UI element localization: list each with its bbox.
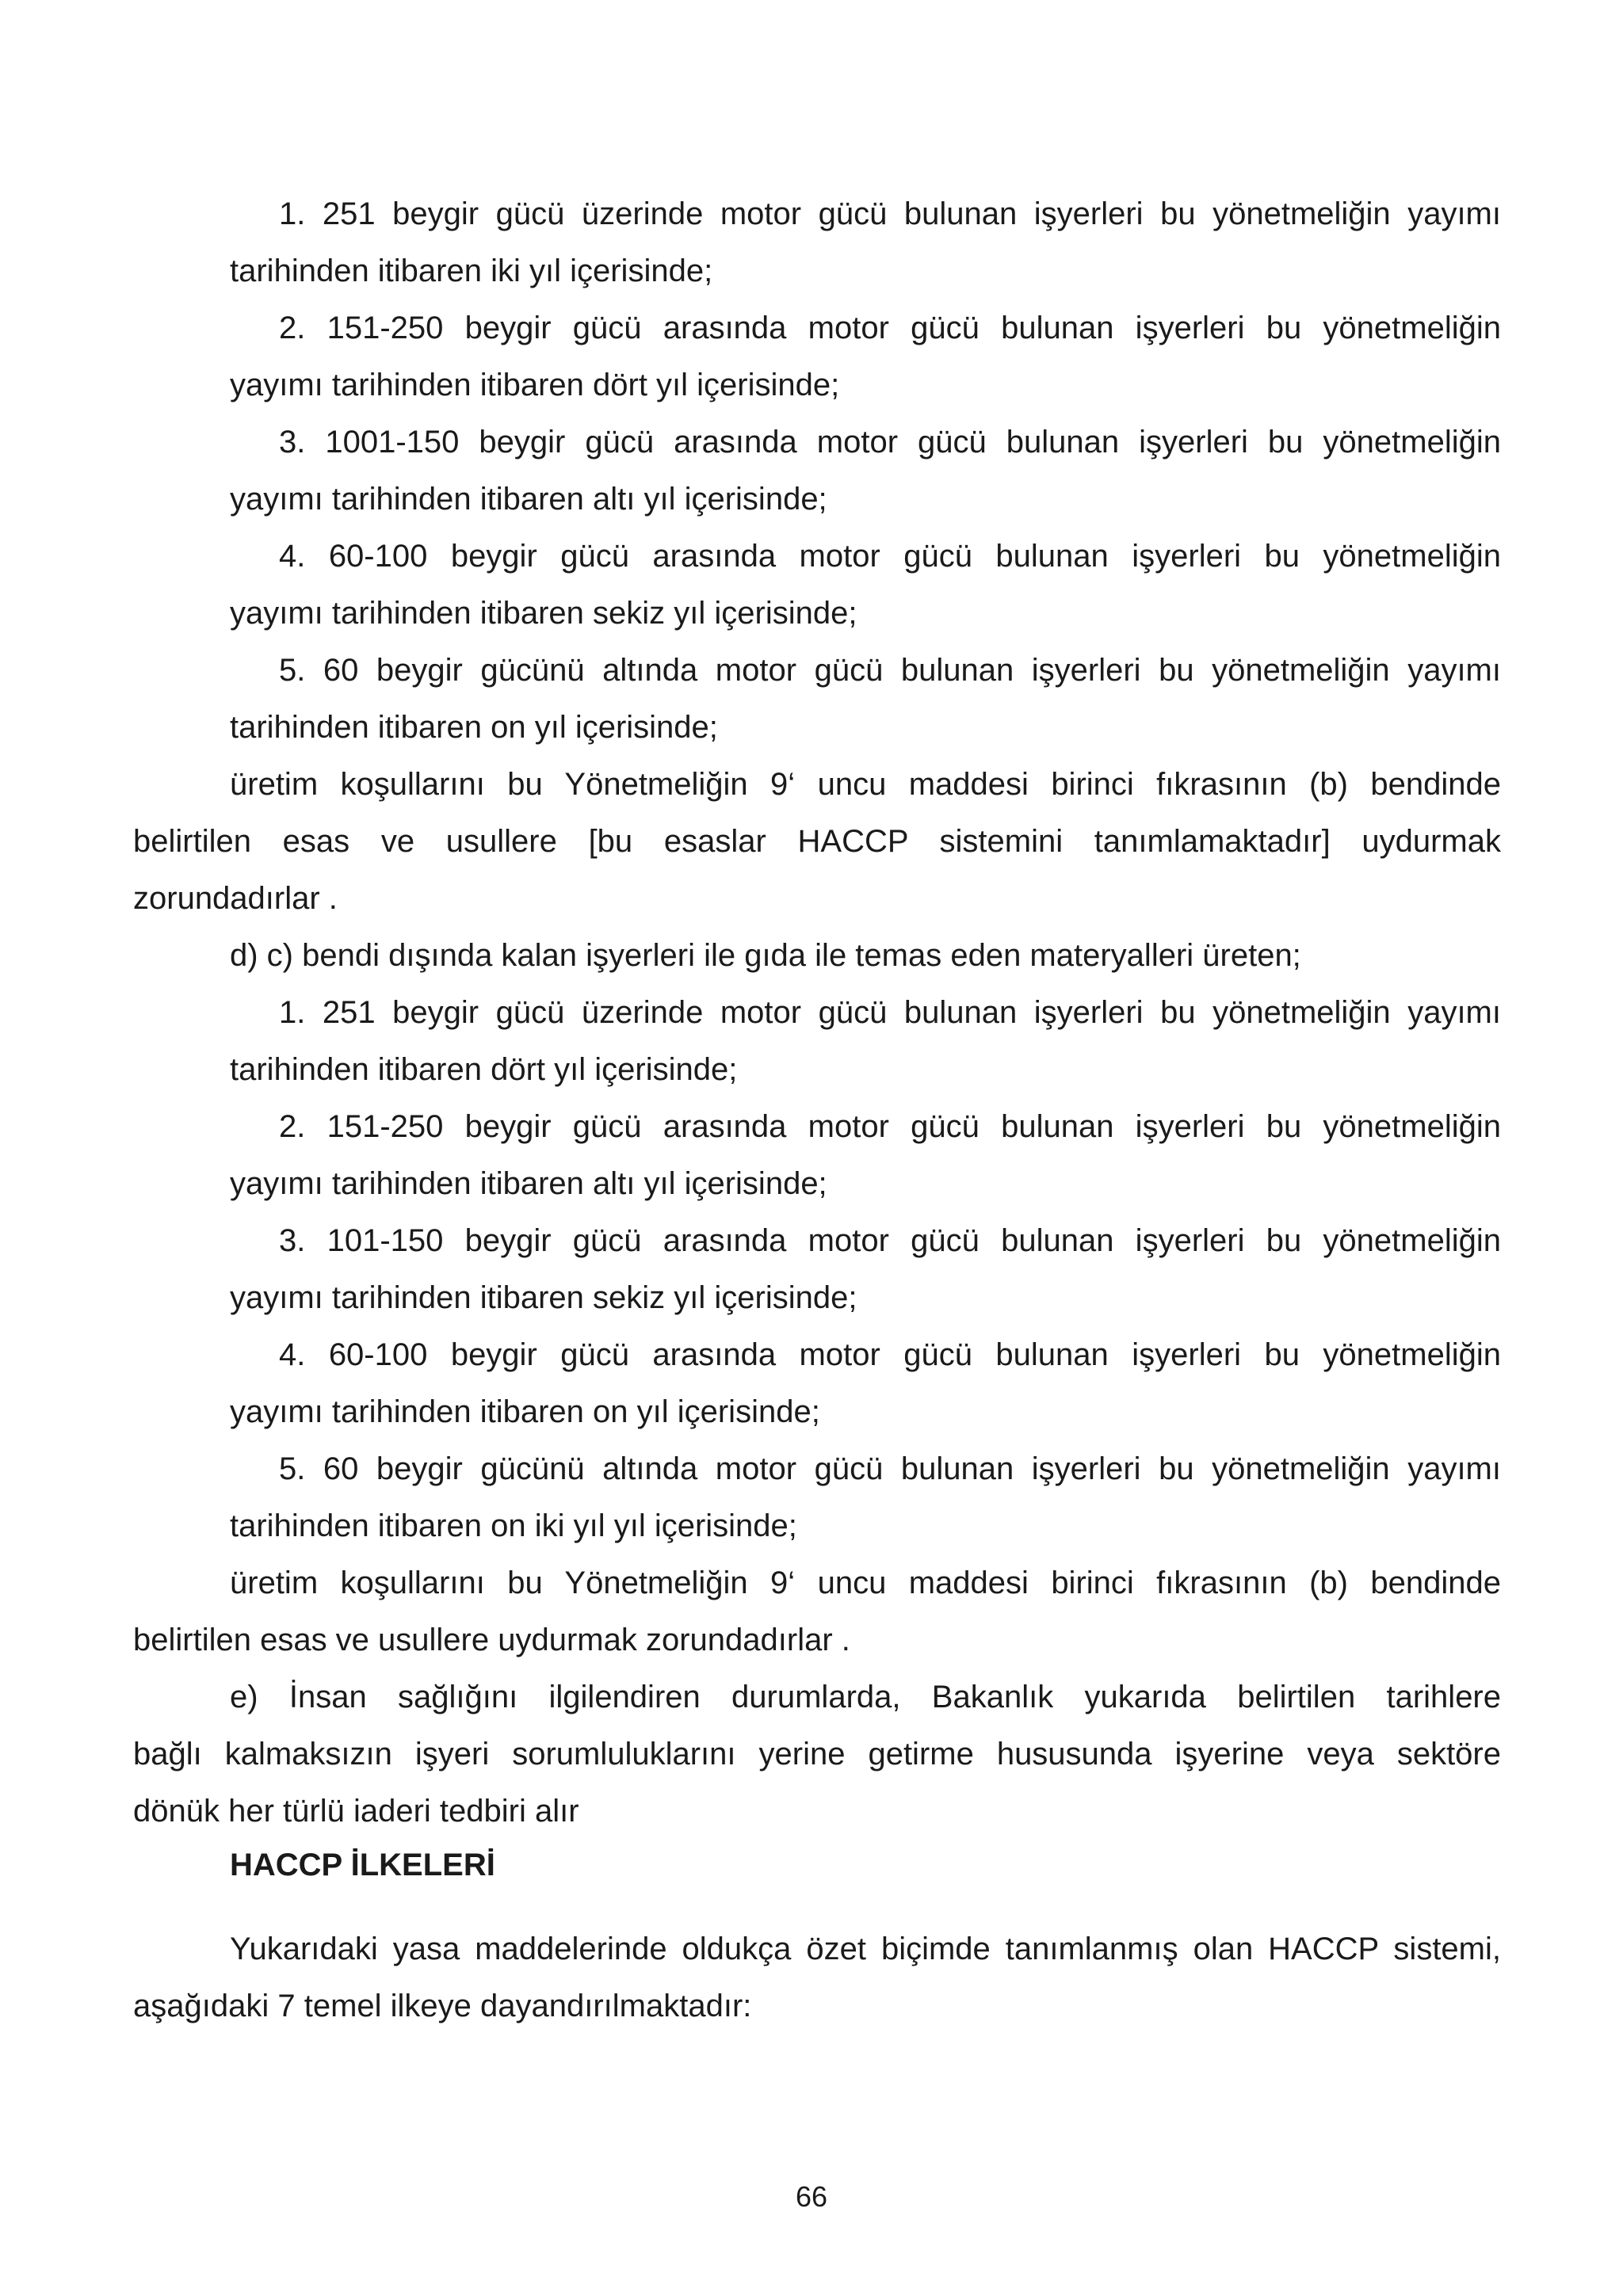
- text-line: 2. 151-250 beygir gücü arasında motor gücü bulunan işyerleri bu yönetmeliğin: [279, 311, 1501, 345]
- text-line: 5. 60 beygir gücünü altında motor gücü bulunan işyerleri bu yönetmeliğin yayımı: [279, 653, 1501, 688]
- page-number: 66: [795, 2180, 828, 2213]
- text-line: 4. 60-100 beygir gücü arasında motor gücü bulunan işyerleri bu yönetmeliğin: [279, 539, 1501, 574]
- text-line: tarihinden itibaren on yıl içerisinde;: [230, 710, 718, 745]
- text-line: 3. 1001-150 beygir gücü arasında motor gücü bulunan işyerleri bu yönetmeliğin: [279, 425, 1501, 460]
- closing-paragraph: [133, 1920, 1501, 2035]
- text-line: e) İnsan sağlığını ilgilendiren durumlarda, Bakanlık yukarıda belirtilen tarihlere: [230, 1680, 1501, 1714]
- text-line: 2. 151-250 beygir gücü arasında motor gücü bulunan işyerleri bu yönetmeliğin: [279, 1109, 1501, 1144]
- text-line: zorundadırlar .: [133, 881, 338, 916]
- text-line: yayımı tarihinden itibaren dört yıl içerisinde;: [230, 368, 840, 402]
- section-heading: HACCP İLKELERİ: [230, 1848, 495, 1882]
- text-line: yayımı tarihinden itibaren altı yıl içerisinde;: [230, 482, 827, 517]
- text-line: tarihinden itibaren on iki yıl yıl içerisinde;: [230, 1508, 797, 1543]
- text-line: üretim koşullarını bu Yönetmeliğin 9‘ uncu maddesi birinci fıkrasının (b) bendinde: [230, 1566, 1501, 1600]
- text-line: 5. 60 beygir gücünü altında motor gücü bulunan işyerleri bu yönetmeliğin yayımı: [279, 1451, 1501, 1486]
- text-line: 3. 101-150 beygir gücü arasında motor gücü bulunan işyerleri bu yönetmeliğin: [279, 1223, 1501, 1258]
- text-line: yayımı tarihinden itibaren sekiz yıl içerisinde;: [230, 596, 857, 631]
- text-line: tarihinden itibaren dört yıl içerisinde;: [230, 1052, 738, 1087]
- text-line: belirtilen esas ve usullere [bu esaslar HACCP sistemini tanımlamaktadır] uydurmak: [133, 824, 1501, 859]
- text-line: üretim koşullarını bu Yönetmeliğin 9‘ uncu maddesi birinci fıkrasının (b) bendinde: [230, 767, 1501, 802]
- text-line: yayımı tarihinden itibaren altı yıl içerisinde;: [230, 1166, 827, 1201]
- text-line: aşağıdaki 7 temel ilkeye dayandırılmaktadır:: [133, 1989, 752, 2023]
- text-line: tarihinden itibaren iki yıl içerisinde;: [230, 254, 713, 288]
- body-text: [133, 185, 1501, 1840]
- text-line: yayımı tarihinden itibaren on yıl içerisinde;: [230, 1394, 820, 1429]
- text-line: 1. 251 beygir gücü üzerinde motor gücü bulunan işyerleri bu yönetmeliğin yayımı: [279, 995, 1501, 1030]
- text-line: Yukarıdaki yasa maddelerinde oldukça özet biçimde tanımlanmış olan HACCP sistemi,: [230, 1932, 1501, 1966]
- text-line: 4. 60-100 beygir gücü arasında motor gücü bulunan işyerleri bu yönetmeliğin: [279, 1337, 1501, 1372]
- text-line: d) c) bendi dışında kalan işyerleri ile gıda ile temas eden materyalleri üreten;: [230, 938, 1301, 973]
- text-line: bağlı kalmaksızın işyeri sorumluluklarını yerine getirme hususunda işyerine veya sektöre: [133, 1737, 1501, 1772]
- text-line: dönük her türlü iaderi tedbiri alır: [133, 1794, 579, 1829]
- text-line: 1. 251 beygir gücü üzerinde motor gücü bulunan işyerleri bu yönetmeliğin yayımı: [279, 196, 1501, 231]
- text-line: belirtilen esas ve usullere uydurmak zorundadırlar .: [133, 1623, 850, 1657]
- text-line: yayımı tarihinden itibaren sekiz yıl içerisinde;: [230, 1280, 857, 1315]
